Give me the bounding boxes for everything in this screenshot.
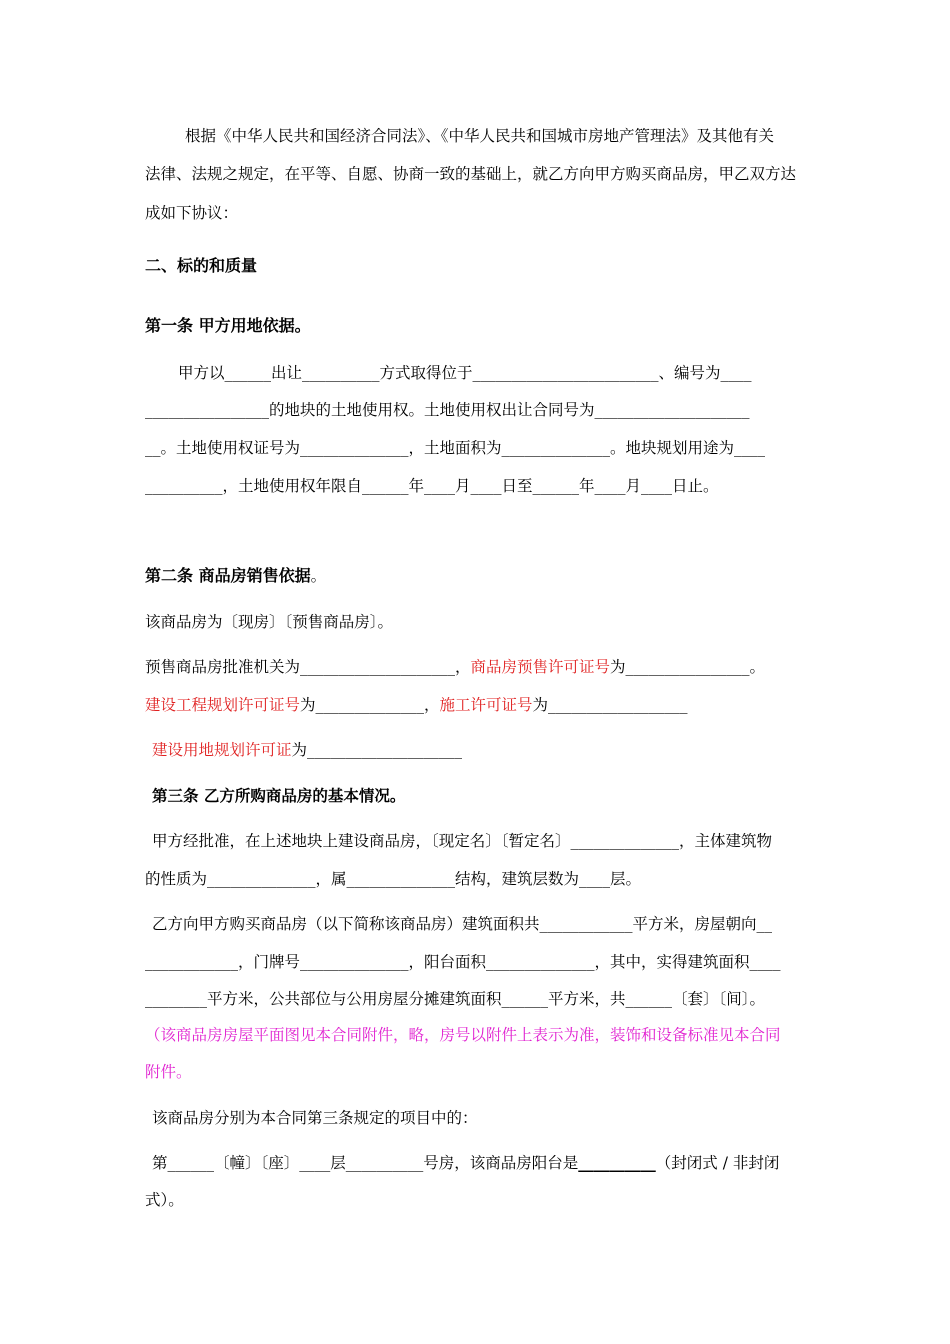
article-3-note-1: （该商品房房屋平面图见本合同附件，略，房号以附件上表示为准，装饰和设备标准见本合同 xyxy=(145,1026,781,1044)
article-3-line-10: 式）。 xyxy=(145,1191,184,1209)
article-3-line-1: 甲方经批准，在上述地块上建设商品房，〔现定名〕〔暂定名〕______________，主体建筑物 xyxy=(152,832,773,850)
article-2-title-tail: 。 xyxy=(310,567,327,585)
article-1-line-1: 甲方以______出让__________方式取得位于________________________、编号为____ xyxy=(178,364,752,382)
planning-permit-label: 建设工程规划许可证号 xyxy=(145,696,301,714)
article-3-line-9 xyxy=(152,1152,779,1174)
article-1-line-3: __。土地使用权证号为______________，土地面积为______________。地块规划用途为____ xyxy=(145,439,766,457)
article-3-line-2: 的性质为______________，属______________结构，建筑层数为____层。 xyxy=(145,870,642,888)
article-1-title: 第一条 甲方用地依据。 xyxy=(145,316,311,335)
presale-permit-blank: 为________________。 xyxy=(610,658,766,676)
intro-line-2: 法律、法规之规定，在平等、自愿、协商一致的基础上，就乙方向甲方购买商品房，甲乙双方达 xyxy=(145,165,797,183)
article-2-line-2 xyxy=(145,656,765,678)
article-2-line-4 xyxy=(152,739,462,761)
planning-permit-blank: 为______________， xyxy=(300,696,440,714)
article-3-line-4: ____________，门牌号______________，阳台面积______________，其中，实得建筑面积____ xyxy=(145,953,781,971)
intro-line-3: 成如下协议： xyxy=(145,204,239,222)
section-heading: 二、标的和质量 xyxy=(145,256,258,275)
land-use-permit-label: 建设用地规划许可证 xyxy=(152,741,292,759)
construction-permit-blank: 为__________________ xyxy=(532,696,688,714)
article-1-line-4: __________，土地使用权年限自______年____月____日至______年____月____日止。 xyxy=(145,477,719,495)
unit-number-text: 第______〔幢〕〔座〕____层__________号房，该商品房阳台是 xyxy=(152,1154,579,1172)
balcony-blank: __________ xyxy=(578,1153,656,1172)
article-2-line-3 xyxy=(145,694,688,716)
article-2-title-row xyxy=(145,565,326,587)
approval-authority: 预售商品房批准机关为____________________， xyxy=(145,658,471,676)
article-3-line-5: ________平方米，公共部位与公用房屋分摊建筑面积______平方米，共______〔套〕〔间〕。 xyxy=(145,990,766,1008)
balcony-type-text: （封闭式 / 非封闭 xyxy=(655,1154,780,1172)
article-2-line-1: 该商品房为〔现房〕〔预售商品房〕。 xyxy=(145,613,394,631)
article-3-note-2: 附件。 xyxy=(145,1063,192,1081)
article-3-title: 第三条 乙方所购商品房的基本情况。 xyxy=(152,787,406,805)
presale-permit-label: 商品房预售许可证号 xyxy=(470,658,611,676)
article-2-title: 第二条 商品房销售依据 xyxy=(145,566,311,585)
construction-permit-label: 施工许可证号 xyxy=(439,696,533,714)
intro-line-1: 根据《中华人民共和国经济合同法》、《中华人民共和国城市房地产管理法》及其他有关 xyxy=(185,127,775,145)
article-1-line-2: ________________的地块的土地使用权。土地使用权出让合同号为____________________ xyxy=(145,401,750,419)
article-3-line-8: 该商品房分别为本合同第三条规定的项目中的： xyxy=(152,1109,478,1127)
land-use-permit-blank: 为____________________ xyxy=(291,741,463,759)
article-3-line-3: 乙方向甲方购买商品房（以下简称该商品房）建筑面积共____________平方米，房屋朝向__ xyxy=(152,915,773,933)
